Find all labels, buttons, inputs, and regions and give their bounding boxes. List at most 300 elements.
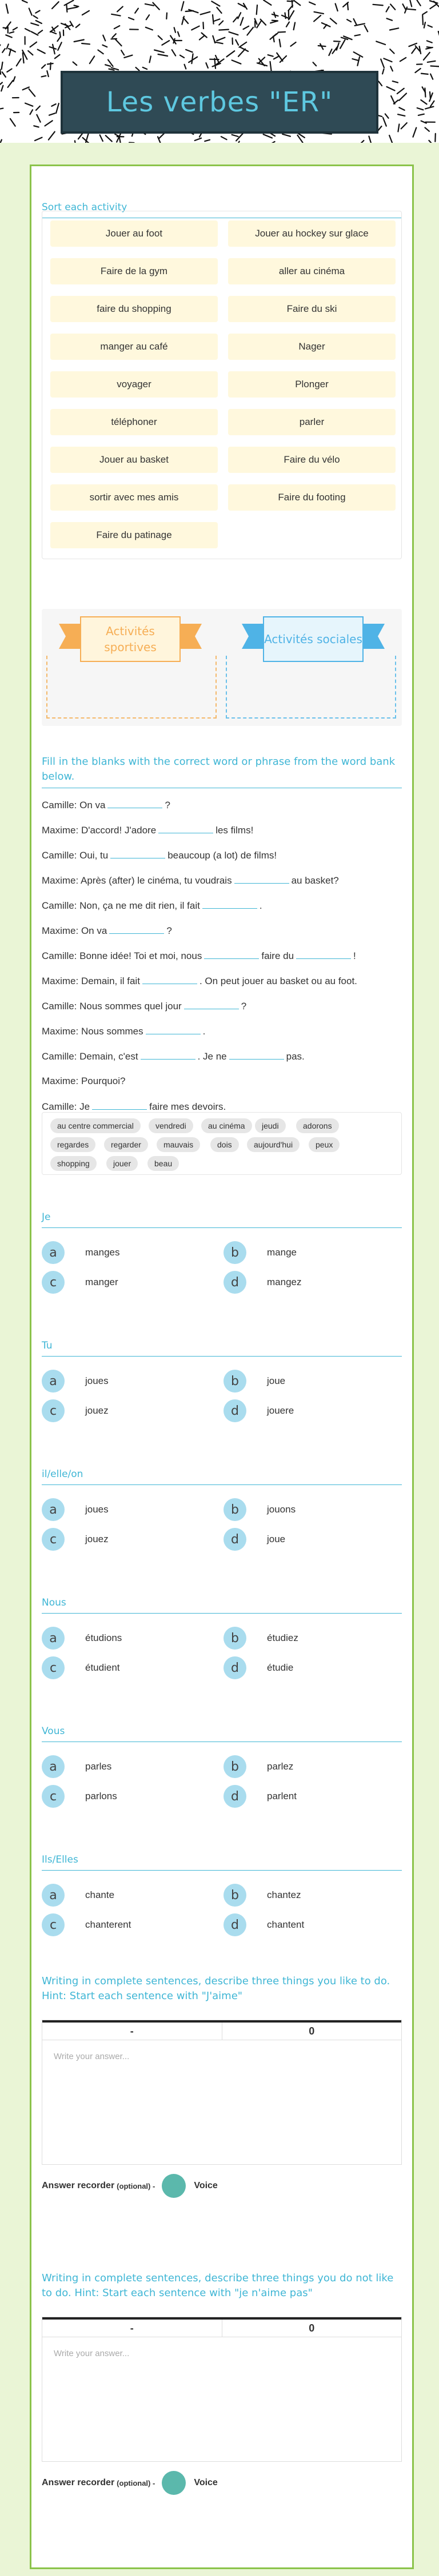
dash-line <box>100 135 103 141</box>
option-letter: c <box>42 1656 65 1679</box>
dash-line <box>399 93 406 100</box>
word-bank-item[interactable]: vendredi <box>149 1118 193 1133</box>
dash-line <box>10 119 15 126</box>
dash-line <box>398 114 405 116</box>
dash-line <box>6 5 8 14</box>
dash-line <box>425 127 429 131</box>
fill-line <box>42 1000 246 1012</box>
dash-line <box>386 7 389 12</box>
dash-line <box>385 114 389 118</box>
banner-sportives <box>59 615 202 664</box>
word-bank-item[interactable]: aujourd'hui <box>247 1137 300 1152</box>
mc-option[interactable] <box>224 1884 301 1907</box>
table-col: - <box>130 2025 134 2037</box>
dash-line <box>238 49 245 57</box>
option-letter: c <box>42 1913 65 1936</box>
dash-line <box>309 2 315 5</box>
dash-line <box>229 32 238 35</box>
dash-line <box>232 135 238 137</box>
dash-line <box>67 7 77 9</box>
dash-line <box>199 36 204 40</box>
dash-line <box>340 40 345 49</box>
word-bank-item[interactable]: beau <box>147 1156 179 1171</box>
mc-option[interactable] <box>42 1241 119 1264</box>
option-label: parles <box>85 1761 112 1772</box>
fill-text: Camille: Oui, tu <box>42 850 109 861</box>
table-col: 0 <box>222 2320 402 2337</box>
fill-text: . <box>202 1026 206 1037</box>
mc-title: Tu <box>42 1340 402 1357</box>
dash-line <box>114 26 120 29</box>
fill-text: ? <box>166 925 172 936</box>
title-box <box>61 71 378 134</box>
dash-line <box>49 113 55 115</box>
option-letter: b <box>224 1370 246 1393</box>
mc-option[interactable] <box>224 1785 297 1808</box>
dash-line <box>36 21 42 23</box>
blank-drop-zone[interactable] <box>204 950 259 959</box>
mc-question <box>42 1726 402 1742</box>
sort-item[interactable]: aller au cinéma <box>228 258 396 284</box>
option-label: étudions <box>85 1632 122 1643</box>
mc-option[interactable] <box>224 1399 294 1422</box>
sort-item[interactable]: parler <box>228 409 396 435</box>
recorder-label: Answer recorder <box>42 2181 115 2190</box>
blank-drop-zone[interactable] <box>142 975 197 984</box>
dash-line <box>1 86 3 91</box>
dash-line <box>106 135 112 141</box>
mc-option[interactable] <box>224 1498 296 1521</box>
dash-line <box>42 65 45 68</box>
option-label: étudiez <box>267 1632 298 1643</box>
mc-option[interactable] <box>42 1271 118 1294</box>
dash-line <box>74 5 79 6</box>
answer-table <box>42 2020 402 2165</box>
fill-text: Maxime: Nous sommes <box>42 1026 143 1037</box>
dash-line <box>174 27 175 32</box>
dash-line <box>314 12 324 14</box>
record-voice-button[interactable] <box>162 2174 186 2198</box>
dash-line <box>3 28 8 29</box>
word-bank-item[interactable]: mauvais <box>157 1137 200 1152</box>
dash-line <box>185 65 186 69</box>
dash-line <box>181 2 183 11</box>
mc-option[interactable] <box>224 1913 304 1936</box>
fill-text: Maxime: On va <box>42 925 107 936</box>
fill-text: ? <box>241 1001 247 1012</box>
option-label: chante <box>85 1889 115 1900</box>
dash-line <box>183 18 189 23</box>
dash-line <box>214 59 215 69</box>
dash-line <box>387 18 393 20</box>
banner-sociales <box>242 615 385 664</box>
fill-text: Camille: Bonne idée! Toi et moi, nous <box>42 950 202 961</box>
word-bank-item[interactable]: dois <box>210 1137 239 1152</box>
dash-line <box>150 56 151 62</box>
dash-line <box>34 126 38 127</box>
option-label: joues <box>85 1504 109 1515</box>
dash-line <box>382 69 384 74</box>
blank-drop-zone[interactable] <box>202 900 257 909</box>
fill-text: . <box>259 900 262 911</box>
dash-line <box>264 134 272 138</box>
sort-item[interactable]: Faire de la gym <box>50 258 218 284</box>
dash-line <box>13 77 15 81</box>
dash-line <box>146 15 149 19</box>
dash-line <box>286 22 289 27</box>
dash-line <box>23 87 29 90</box>
option-letter: d <box>224 1271 246 1294</box>
fill-line <box>42 824 253 836</box>
dash-line <box>158 54 168 56</box>
dash-line <box>278 32 286 33</box>
dash-line <box>430 5 436 9</box>
fill-line <box>42 950 356 962</box>
fill-text: Maxime: Pourquoi? <box>42 1076 126 1086</box>
answer-field[interactable]: Write your answer... <box>42 2337 401 2461</box>
mc-option[interactable] <box>42 1755 111 1778</box>
dash-line <box>36 106 40 110</box>
mc-question <box>42 1211 402 1228</box>
blank-drop-zone[interactable] <box>110 849 165 858</box>
dash-line <box>211 1 220 6</box>
dash-line <box>397 89 404 94</box>
dash-line <box>294 23 296 30</box>
dash-line <box>25 103 33 106</box>
dash-line <box>180 55 184 58</box>
dash-line <box>2 62 3 70</box>
mc-option[interactable] <box>224 1370 285 1393</box>
dash-line <box>268 55 273 57</box>
bin-sociales[interactable] <box>226 656 396 719</box>
bin-label-sportives: Activités sportives <box>80 616 181 662</box>
dash-line <box>25 29 30 31</box>
mc-option[interactable] <box>42 1884 114 1907</box>
dash-line <box>219 21 223 25</box>
dash-line <box>360 141 364 143</box>
option-letter: c <box>42 1785 65 1808</box>
dash-line <box>30 110 33 114</box>
dash-line <box>422 12 427 15</box>
dash-line <box>103 35 105 41</box>
mc-option[interactable] <box>224 1627 298 1650</box>
dash-line <box>233 17 237 22</box>
fill-line <box>42 1101 226 1113</box>
dash-line <box>205 140 210 141</box>
dash-line <box>261 19 266 25</box>
dash-line <box>146 27 153 30</box>
sort-item[interactable]: Jouer au foot <box>50 220 218 247</box>
dash-line <box>232 60 241 63</box>
option-letter: b <box>224 1498 246 1521</box>
dash-line <box>384 58 392 62</box>
dash-line <box>121 50 124 55</box>
answer-field[interactable]: Write your answer... <box>42 2040 401 2164</box>
word-bank-item[interactable]: adorons <box>296 1118 339 1133</box>
dash-line <box>31 23 38 25</box>
dash-line <box>111 14 121 16</box>
dash-line <box>390 4 395 9</box>
option-letter: a <box>42 1370 65 1393</box>
word-bank-item[interactable]: regarder <box>104 1137 148 1152</box>
dash-line <box>75 141 76 143</box>
dash-line <box>30 42 37 47</box>
sort-item[interactable]: sortir avec mes amis <box>50 484 218 511</box>
dash-line <box>430 101 434 107</box>
recorder-optional: (optional) - <box>117 2478 155 2487</box>
dash-line <box>272 14 278 16</box>
dash-line <box>410 1 412 7</box>
fill-text: Camille: Non, ça ne me dit rien, il fait <box>42 900 200 911</box>
fill-text: Camille: Demain, c'est <box>42 1051 138 1062</box>
dash-line <box>289 11 294 19</box>
option-letter: b <box>224 1884 246 1907</box>
fill-text: Camille: On va <box>42 800 106 810</box>
blank-drop-zone[interactable] <box>158 824 213 833</box>
dash-line <box>294 1 300 6</box>
dash-line <box>427 41 432 42</box>
option-label: jouons <box>267 1504 296 1515</box>
dash-line <box>124 55 132 58</box>
dash-line <box>28 51 33 55</box>
table-col: - <box>130 2322 134 2334</box>
mc-option[interactable] <box>42 1785 117 1808</box>
mc-option[interactable] <box>224 1656 293 1679</box>
mc-option[interactable] <box>42 1656 120 1679</box>
word-bank-item[interactable]: au cinéma <box>201 1118 252 1133</box>
option-letter: c <box>42 1528 65 1551</box>
dash-line <box>354 52 363 57</box>
dash-line <box>58 42 62 50</box>
dash-line <box>247 27 253 35</box>
sort-item[interactable]: faire du shopping <box>50 296 218 322</box>
sort-item[interactable]: Faire du ski <box>228 296 396 322</box>
record-voice-button[interactable] <box>162 2471 186 2495</box>
word-bank-item[interactable]: peux <box>309 1137 340 1152</box>
option-letter: a <box>42 1755 65 1778</box>
mc-option[interactable] <box>42 1399 109 1422</box>
option-label: jouez <box>85 1405 109 1416</box>
fill-line <box>42 900 262 912</box>
dash-line <box>365 26 368 32</box>
dash-line <box>241 18 244 25</box>
dash-line <box>238 13 241 18</box>
word-bank-item[interactable]: jeudi <box>255 1118 286 1133</box>
dash-line <box>2 49 5 53</box>
dash-line <box>191 54 193 63</box>
option-letter: b <box>224 1241 246 1264</box>
dash-line <box>13 27 17 30</box>
dash-line <box>285 13 286 19</box>
dash-line <box>135 9 138 13</box>
sort-item[interactable]: Faire du footing <box>228 484 396 511</box>
sort-title: Sort each activity <box>42 202 402 218</box>
dash-line <box>401 123 407 129</box>
option-label: joue <box>267 1534 286 1544</box>
option-label: mangez <box>267 1277 302 1287</box>
mc-option[interactable] <box>224 1271 301 1294</box>
dash-line <box>393 81 398 83</box>
dash-line <box>115 39 122 46</box>
fill-line <box>42 1076 125 1087</box>
dash-line <box>390 66 393 71</box>
mc-option[interactable] <box>42 1627 122 1650</box>
option-label: étudie <box>267 1662 294 1673</box>
mc-option[interactable] <box>224 1241 297 1264</box>
dash-line <box>109 69 114 70</box>
blank-drop-zone[interactable] <box>229 1050 284 1060</box>
fill-text: Maxime: D'accord! J'adore <box>42 825 157 836</box>
fill-text: faire mes devoirs. <box>149 1101 226 1112</box>
sort-item[interactable]: voyager <box>50 371 218 398</box>
blank-drop-zone[interactable] <box>141 1050 195 1060</box>
recorder-label: Answer recorder <box>42 2478 115 2487</box>
dash-line <box>369 137 371 143</box>
dash-line <box>239 42 246 47</box>
dash-line <box>336 3 338 11</box>
dash-line <box>236 40 238 45</box>
dash-line <box>334 41 340 42</box>
dash-line <box>186 50 193 52</box>
dash-line <box>172 50 176 55</box>
dash-line <box>270 62 272 71</box>
fill-line <box>42 874 339 886</box>
dash-line <box>418 114 424 115</box>
option-letter: a <box>42 1627 65 1650</box>
sort-item[interactable]: Faire du patinage <box>50 522 218 548</box>
blank-drop-zone[interactable] <box>146 1025 201 1034</box>
mc-option[interactable] <box>42 1370 109 1393</box>
dash-line <box>429 141 432 143</box>
option-label: chantez <box>267 1889 301 1900</box>
dash-line <box>38 30 43 34</box>
dash-line <box>61 23 67 26</box>
mc-option[interactable] <box>42 1528 109 1551</box>
mc-question <box>42 1854 402 1871</box>
dash-line <box>82 43 90 44</box>
dash-line <box>52 2 59 9</box>
option-letter: d <box>224 1399 246 1422</box>
fill-line <box>42 849 277 861</box>
dash-line <box>37 115 40 122</box>
option-label: parlent <box>267 1791 297 1801</box>
mc-title: Ils/Elles <box>42 1854 402 1871</box>
mc-option[interactable] <box>42 1913 131 1936</box>
mc-title: il/elle/on <box>42 1468 402 1485</box>
dash-line <box>82 11 89 15</box>
option-letter: a <box>42 1498 65 1521</box>
blank-drop-zone[interactable] <box>234 874 289 884</box>
sort-item[interactable]: Jouer au hockey sur glace <box>228 220 396 247</box>
dash-line <box>214 42 222 43</box>
dash-line <box>119 137 121 143</box>
option-letter: b <box>224 1755 246 1778</box>
ribbon-left-icon <box>242 624 265 649</box>
blank-drop-zone[interactable] <box>107 799 162 808</box>
option-label: parlez <box>267 1761 294 1772</box>
blank-drop-zone[interactable] <box>184 1000 239 1009</box>
dash-line <box>417 108 424 110</box>
dash-line <box>65 1 74 6</box>
dash-line <box>112 34 115 38</box>
dash-line <box>35 11 39 13</box>
sort-item[interactable]: Plonger <box>228 371 396 398</box>
option-letter: d <box>224 1785 246 1808</box>
mc-option[interactable] <box>42 1498 109 1521</box>
dash-line <box>354 19 357 25</box>
ribbon-right-icon <box>362 624 385 649</box>
fill-text: pas. <box>286 1051 305 1062</box>
bin-sportives[interactable] <box>46 656 217 719</box>
option-label: jouez <box>85 1534 109 1544</box>
word-bank-item[interactable]: regardes <box>50 1137 95 1152</box>
dash-line <box>273 33 278 37</box>
dash-line <box>50 63 51 70</box>
word-bank-item[interactable]: shopping <box>50 1156 97 1171</box>
dash-line <box>51 104 55 106</box>
sort-item[interactable]: Nager <box>228 334 396 360</box>
dash-line <box>29 89 35 97</box>
dash-line <box>357 57 360 66</box>
fill-line <box>42 925 172 937</box>
dash-line <box>280 39 281 47</box>
blank-drop-zone[interactable] <box>296 950 351 959</box>
dash-line <box>45 121 53 126</box>
dash-line <box>324 25 327 28</box>
sort-item[interactable]: Jouer au basket <box>50 447 218 473</box>
dash-line <box>129 18 134 20</box>
dash-line <box>38 50 45 54</box>
option-label: parlons <box>85 1791 117 1801</box>
sort-item[interactable]: manger au café <box>50 334 218 360</box>
dash-line <box>390 28 398 30</box>
dash-line <box>191 26 199 30</box>
option-letter: b <box>224 1627 246 1650</box>
word-bank-item[interactable]: jouer <box>106 1156 138 1171</box>
blank-drop-zone[interactable] <box>92 1101 147 1110</box>
mc-option[interactable] <box>224 1755 293 1778</box>
sort-item[interactable]: téléphoner <box>50 409 218 435</box>
sort-item[interactable]: Faire du vélo <box>228 447 396 473</box>
dash-line <box>282 134 290 137</box>
dash-line <box>264 0 271 5</box>
header-banner <box>0 0 439 143</box>
dash-line <box>57 37 60 42</box>
word-bank-item[interactable]: au centre commercial <box>50 1118 141 1133</box>
dash-line <box>407 9 416 10</box>
dash-line <box>398 124 399 131</box>
dash-line <box>55 55 60 59</box>
dash-line <box>105 65 110 66</box>
dash-line <box>201 12 210 15</box>
dash-line <box>236 133 243 141</box>
dash-line <box>31 31 38 35</box>
option-letter: d <box>224 1913 246 1936</box>
dash-line <box>217 7 221 13</box>
dash-line <box>29 9 32 15</box>
dash-line <box>288 5 293 10</box>
dash-line <box>56 103 59 113</box>
blank-drop-zone[interactable] <box>109 925 164 934</box>
dash-line <box>422 15 423 25</box>
dash-line <box>417 1 421 6</box>
fill-text: . Je ne <box>197 1051 227 1062</box>
dash-line <box>0 82 2 88</box>
dash-line <box>400 58 406 61</box>
fill-text: ? <box>165 800 170 810</box>
dash-line <box>236 142 240 143</box>
mc-option[interactable] <box>224 1528 285 1551</box>
